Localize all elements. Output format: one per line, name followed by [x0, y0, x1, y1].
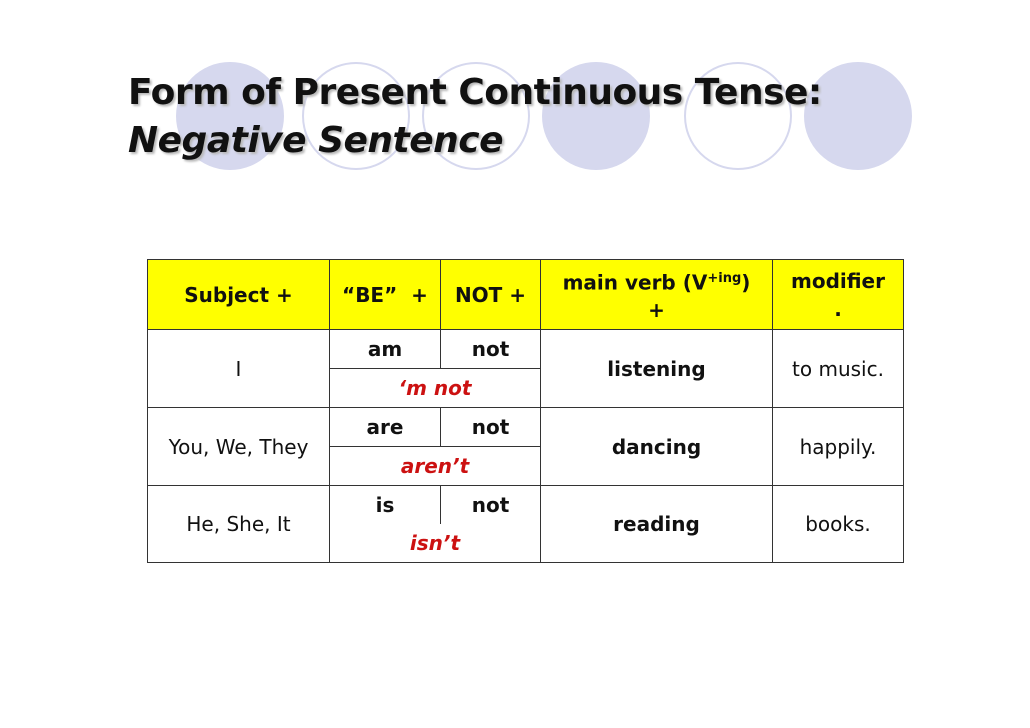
header-not: NOT +: [441, 260, 541, 330]
header-be: “BE” +: [330, 260, 441, 330]
cell-contraction: isn’t: [330, 524, 541, 563]
cell-modifier: books.: [773, 486, 904, 563]
cell-not: not: [441, 408, 541, 447]
cell-subject: You, We, They: [148, 408, 330, 486]
cell-not: not: [441, 486, 541, 525]
table-row: [148, 330, 904, 369]
table-row: [148, 486, 904, 525]
header-main-verb-sub: +ing: [707, 270, 742, 286]
title-line-2: Negative Sentence: [128, 120, 504, 161]
cell-main-verb: listening: [541, 330, 773, 408]
header-main-verb-plus: +: [648, 298, 665, 323]
cell-main-verb: reading: [541, 486, 773, 563]
header-modifier-text: modifier: [790, 268, 885, 293]
header-modifier: [773, 260, 904, 330]
cell-be: are: [330, 408, 441, 447]
header-main-verb-close: ): [741, 270, 751, 295]
table-row: [148, 408, 904, 447]
negative-sentence-table: [147, 259, 904, 563]
header-modifier-dot: .: [834, 296, 842, 321]
cell-subject: I: [148, 330, 330, 408]
cell-contraction: ‘m not: [330, 369, 541, 408]
cell-modifier: happily.: [773, 408, 904, 486]
header-subject: Subject +: [148, 260, 330, 330]
cell-modifier: to music.: [773, 330, 904, 408]
header-main-verb: [541, 260, 773, 330]
cell-contraction: aren’t: [330, 447, 541, 486]
cell-subject: He, She, It: [148, 486, 330, 563]
slide-title: [128, 70, 822, 166]
cell-be: is: [330, 486, 441, 525]
table-header-row: [148, 260, 904, 330]
cell-main-verb: dancing: [541, 408, 773, 486]
cell-not: not: [441, 330, 541, 369]
cell-be: am: [330, 330, 441, 369]
title-line-1: Form of Present Continuous Tense:: [128, 72, 822, 113]
header-main-verb-text: main verb (V: [562, 270, 708, 295]
